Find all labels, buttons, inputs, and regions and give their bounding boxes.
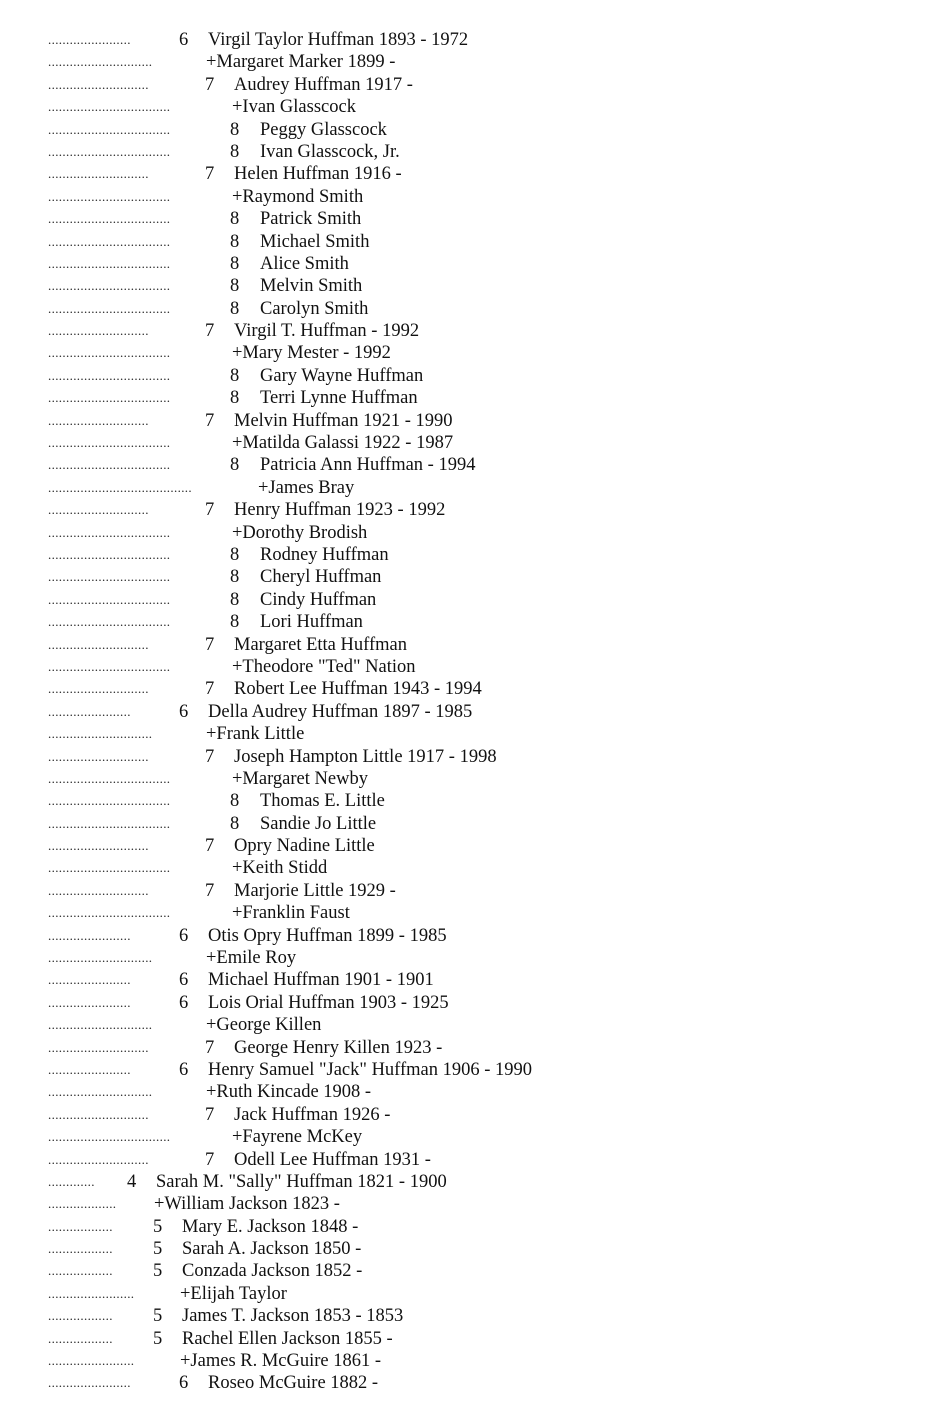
person-name: Carolyn Smith [260, 298, 369, 319]
generation-number: 7 [205, 321, 215, 342]
dot-leader: ............................ [48, 166, 149, 182]
spouse-name: +Frank Little [206, 724, 305, 745]
descendant-entry [48, 141, 908, 163]
person-name: Melvin Smith [260, 276, 363, 297]
person-name: Alice Smith [260, 253, 349, 274]
dot-leader: .................................. [48, 569, 171, 585]
dot-leader: ............................ [48, 1151, 149, 1167]
generation-number: 8 [230, 119, 240, 140]
generation-number: 7 [205, 500, 215, 521]
dot-leader: .................................. [48, 345, 171, 361]
generation-number: 5 [153, 1328, 163, 1349]
spouse-entry [48, 1350, 908, 1372]
descendant-entry [48, 1037, 908, 1059]
spouse-entry [48, 1014, 908, 1036]
generation-number: 6 [179, 925, 189, 946]
spouse-entry [48, 1193, 908, 1215]
dot-leader: .................. [48, 1241, 113, 1257]
person-name: Melvin Huffman 1921 - 1990 [234, 410, 453, 431]
person-name: Audrey Huffman 1917 - [234, 74, 413, 95]
spouse-name: +Fayrene McKey [232, 1127, 363, 1148]
dot-leader: .................................. [48, 546, 171, 562]
descendant-entry [48, 1149, 908, 1171]
dot-leader: .................................. [48, 143, 171, 159]
generation-number: 6 [179, 970, 189, 991]
dot-leader: ............................ [48, 412, 149, 428]
generation-number: 4 [127, 1171, 137, 1192]
generation-number: 7 [205, 634, 215, 655]
dot-leader: .................................. [48, 524, 171, 540]
descendant-entry [48, 835, 908, 857]
spouse-entry [48, 1126, 908, 1148]
descendant-entry [48, 1104, 908, 1126]
dot-leader: ............................ [48, 882, 149, 898]
person-name: Henry Samuel "Jack" Huffman 1906 - 1990 [208, 1059, 533, 1080]
dot-leader: .................................. [48, 99, 171, 115]
person-name: Margaret Etta Huffman [234, 634, 407, 655]
spouse-name: +Keith Stidd [232, 858, 328, 879]
spouse-name: +Franklin Faust [232, 903, 350, 924]
person-name: Henry Huffman 1923 - 1992 [234, 500, 446, 521]
person-name: Jack Huffman 1926 - [234, 1104, 391, 1125]
dot-leader: .................................. [48, 1129, 171, 1145]
dot-leader: .................................. [48, 793, 171, 809]
dot-leader: ................... [48, 1196, 117, 1212]
person-name: Della Audrey Huffman 1897 - 1985 [208, 701, 473, 722]
dot-leader: .................................. [48, 367, 171, 383]
spouse-name: +Margaret Newby [232, 768, 368, 789]
descendant-entry [48, 1260, 908, 1282]
descendant-entry [48, 410, 908, 432]
descendant-entry [48, 1372, 908, 1394]
dot-leader: .................................. [48, 121, 171, 137]
spouse-name: +William Jackson 1823 - [154, 1194, 340, 1215]
dot-leader: .................................. [48, 233, 171, 249]
generation-number: 8 [230, 276, 240, 297]
generation-number: 6 [179, 1373, 189, 1394]
person-name: Gary Wayne Huffman [260, 365, 424, 386]
spouse-entry [48, 947, 908, 969]
dot-leader: ............................ [48, 1039, 149, 1055]
dot-leader: ............................ [48, 502, 149, 518]
spouse-name: +James R. McGuire 1861 - [180, 1351, 382, 1372]
person-name: Rachel Ellen Jackson 1855 - [182, 1328, 393, 1349]
descendant-entry [48, 589, 908, 611]
person-name: Robert Lee Huffman 1943 - 1994 [234, 679, 482, 700]
generation-number: 6 [179, 1059, 189, 1080]
descendant-entry [48, 969, 908, 991]
spouse-name: +Dorothy Brodish [232, 522, 368, 543]
generation-number: 7 [205, 74, 215, 95]
descendant-entry [48, 231, 908, 253]
person-name: Thomas E. Little [260, 791, 385, 812]
dot-leader: ........................ [48, 1285, 135, 1301]
spouse-entry [48, 902, 908, 924]
generation-number: 8 [230, 567, 240, 588]
dot-leader: ............. [48, 1173, 95, 1189]
dot-leader: ............................. [48, 950, 153, 966]
generation-number: 5 [153, 1261, 163, 1282]
dot-leader: ............................ [48, 636, 149, 652]
spouse-entry [48, 342, 908, 364]
descendant-entry [48, 454, 908, 476]
person-name: Marjorie Little 1929 - [234, 880, 396, 901]
spouse-entry [48, 1081, 908, 1103]
spouse-entry [48, 723, 908, 745]
descendant-entry [48, 119, 908, 141]
dot-leader: ............................ [48, 748, 149, 764]
person-name: Sarah M. "Sally" Huffman 1821 - 1900 [156, 1171, 447, 1192]
spouse-entry [48, 1283, 908, 1305]
dot-leader: ....................... [48, 1061, 131, 1077]
generation-number: 7 [205, 836, 215, 857]
spouse-entry [48, 522, 908, 544]
dot-leader: .................................. [48, 614, 171, 630]
dot-leader: ....................... [48, 927, 131, 943]
spouse-name: +Matilda Galassi 1922 - 1987 [232, 433, 454, 454]
person-name: Michael Huffman 1901 - 1901 [208, 970, 434, 991]
dot-leader: .................................. [48, 255, 171, 271]
person-name: Cheryl Huffman [260, 567, 382, 588]
generation-number: 8 [230, 209, 240, 230]
dot-leader: .................................. [48, 435, 171, 451]
spouse-entry [48, 51, 908, 73]
dot-leader: ............................. [48, 54, 153, 70]
generation-number: 8 [230, 813, 240, 834]
generation-number: 8 [230, 589, 240, 610]
descendant-entry [48, 634, 908, 656]
descendant-entry [48, 566, 908, 588]
dot-leader: .................................. [48, 390, 171, 406]
dot-leader: ............................. [48, 1084, 153, 1100]
person-name: Conzada Jackson 1852 - [182, 1261, 363, 1282]
dot-leader: .................................. [48, 815, 171, 831]
generation-number: 7 [205, 1104, 215, 1125]
dot-leader: .................................. [48, 860, 171, 876]
spouse-name: +James Bray [258, 477, 355, 498]
generation-number: 6 [179, 701, 189, 722]
dot-leader: .................................. [48, 457, 171, 473]
descendant-entry [48, 611, 908, 633]
person-name: Odell Lee Huffman 1931 - [234, 1149, 431, 1170]
spouse-entry [48, 656, 908, 678]
person-name: James T. Jackson 1853 - 1853 [182, 1306, 404, 1327]
spouse-entry [48, 477, 908, 499]
generation-number: 5 [153, 1216, 163, 1237]
descendant-entry [48, 544, 908, 566]
person-name: Opry Nadine Little [234, 836, 375, 857]
descendant-report [48, 29, 908, 1395]
generation-number: 7 [205, 679, 215, 700]
dot-leader: ....................... [48, 703, 131, 719]
generation-number: 8 [230, 544, 240, 565]
dot-leader: .................................. [48, 188, 171, 204]
person-name: Michael Smith [260, 231, 370, 252]
dot-leader: .................. [48, 1308, 113, 1324]
generation-number: 8 [230, 298, 240, 319]
person-name: Virgil T. Huffman - 1992 [234, 321, 420, 342]
generation-number: 5 [153, 1306, 163, 1327]
spouse-name: +George Killen [206, 1015, 322, 1036]
generation-number: 7 [205, 746, 215, 767]
generation-number: 7 [205, 410, 215, 431]
descendant-entry [48, 1171, 908, 1193]
spouse-entry [48, 96, 908, 118]
generation-number: 8 [230, 455, 240, 476]
descendant-entry [48, 499, 908, 521]
dot-leader: .................. [48, 1330, 113, 1346]
dot-leader: .................................. [48, 300, 171, 316]
dot-leader: ............................. [48, 726, 153, 742]
generation-number: 8 [230, 612, 240, 633]
descendant-entry [48, 387, 908, 409]
descendant-entry [48, 813, 908, 835]
generation-number: 7 [205, 1037, 215, 1058]
person-name: Patrick Smith [260, 209, 362, 230]
person-name: Sandie Jo Little [260, 813, 377, 834]
dot-leader: .................................. [48, 905, 171, 921]
descendant-entry [48, 163, 908, 185]
spouse-name: +Ivan Glasscock [232, 97, 356, 118]
generation-number: 7 [205, 164, 215, 185]
dot-leader: .................................. [48, 278, 171, 294]
dot-leader: ............................ [48, 1106, 149, 1122]
person-name: Ivan Glasscock, Jr. [260, 141, 400, 162]
descendant-entry [48, 1238, 908, 1260]
person-name: Virgil Taylor Huffman 1893 - 1972 [208, 30, 469, 50]
person-name: Patricia Ann Huffman - 1994 [260, 455, 476, 476]
generation-number: 8 [230, 253, 240, 274]
dot-leader: ............................ [48, 76, 149, 92]
descendant-entry [48, 746, 908, 768]
dot-leader: ....................... [48, 32, 131, 47]
person-name: Cindy Huffman [260, 589, 377, 610]
dot-leader: ........................ [48, 1353, 135, 1369]
dot-leader: .................................. [48, 211, 171, 227]
descendant-entry [48, 1305, 908, 1327]
dot-leader: ....................... [48, 1375, 131, 1391]
descendant-entry [48, 74, 908, 96]
spouse-entry [48, 857, 908, 879]
person-name: Rodney Huffman [260, 544, 389, 565]
descendant-entry [48, 365, 908, 387]
descendant-entry [48, 298, 908, 320]
generation-number: 8 [230, 141, 240, 162]
person-name: Joseph Hampton Little 1917 - 1998 [234, 746, 497, 767]
spouse-name: +Mary Mester - 1992 [232, 343, 391, 364]
spouse-name: +Raymond Smith [232, 186, 364, 207]
generation-number: 7 [205, 1149, 215, 1170]
generation-number: 8 [230, 365, 240, 386]
dot-leader: .................................. [48, 591, 171, 607]
descendant-entry [48, 208, 908, 230]
spouse-name: +Elijah Taylor [180, 1283, 287, 1304]
generation-number: 7 [205, 880, 215, 901]
descendant-entry [48, 1216, 908, 1238]
descendant-entry [48, 320, 908, 342]
person-name: Lori Huffman [260, 612, 363, 633]
dot-leader: ............................ [48, 681, 149, 697]
person-name: Sarah A. Jackson 1850 - [182, 1239, 362, 1260]
generation-number: 6 [179, 30, 189, 50]
person-name: Helen Huffman 1916 - [234, 164, 402, 185]
person-name: Otis Opry Huffman 1899 - 1985 [208, 925, 447, 946]
spouse-name: +Ruth Kincade 1908 - [206, 1082, 372, 1103]
spouse-entry [48, 768, 908, 790]
generation-number: 6 [179, 992, 189, 1013]
descendant-entry [48, 1059, 908, 1081]
person-name: Terri Lynne Huffman [260, 388, 418, 409]
dot-leader: .................................. [48, 770, 171, 786]
descendant-entry [48, 992, 908, 1014]
person-name: George Henry Killen 1923 - [234, 1037, 443, 1058]
dot-leader: ....................... [48, 994, 131, 1010]
dot-leader: ............................ [48, 838, 149, 854]
spouse-entry [48, 432, 908, 454]
generation-number: 8 [230, 231, 240, 252]
spouse-name: +Theodore "Ted" Nation [232, 656, 416, 677]
person-name: Roseo McGuire 1882 - [208, 1373, 379, 1394]
descendant-entry [48, 275, 908, 297]
generation-number: 8 [230, 791, 240, 812]
person-name: Peggy Glasscock [260, 119, 387, 140]
descendant-entry [48, 790, 908, 812]
descendant-entry [48, 253, 908, 275]
descendant-entry [48, 678, 908, 700]
dot-leader: .................................. [48, 658, 171, 674]
dot-leader: .................. [48, 1218, 113, 1234]
spouse-name: +Emile Roy [206, 948, 297, 969]
descendant-entry [48, 925, 908, 947]
dot-leader: ........................................ [48, 479, 192, 495]
generation-number: 5 [153, 1239, 163, 1260]
dot-leader: ....................... [48, 972, 131, 988]
spouse-entry [48, 186, 908, 208]
dot-leader: .................. [48, 1263, 113, 1279]
spouse-name: +Margaret Marker 1899 - [206, 52, 396, 73]
person-name: Lois Orial Huffman 1903 - 1925 [208, 992, 449, 1013]
dot-leader: ............................. [48, 1017, 153, 1033]
descendant-entry [48, 1328, 908, 1350]
dot-leader: ............................ [48, 323, 149, 339]
generation-number: 8 [230, 388, 240, 409]
descendant-entry [48, 880, 908, 902]
person-name: Mary E. Jackson 1848 - [182, 1216, 359, 1237]
descendant-entry [48, 29, 908, 51]
descendant-entry [48, 701, 908, 723]
